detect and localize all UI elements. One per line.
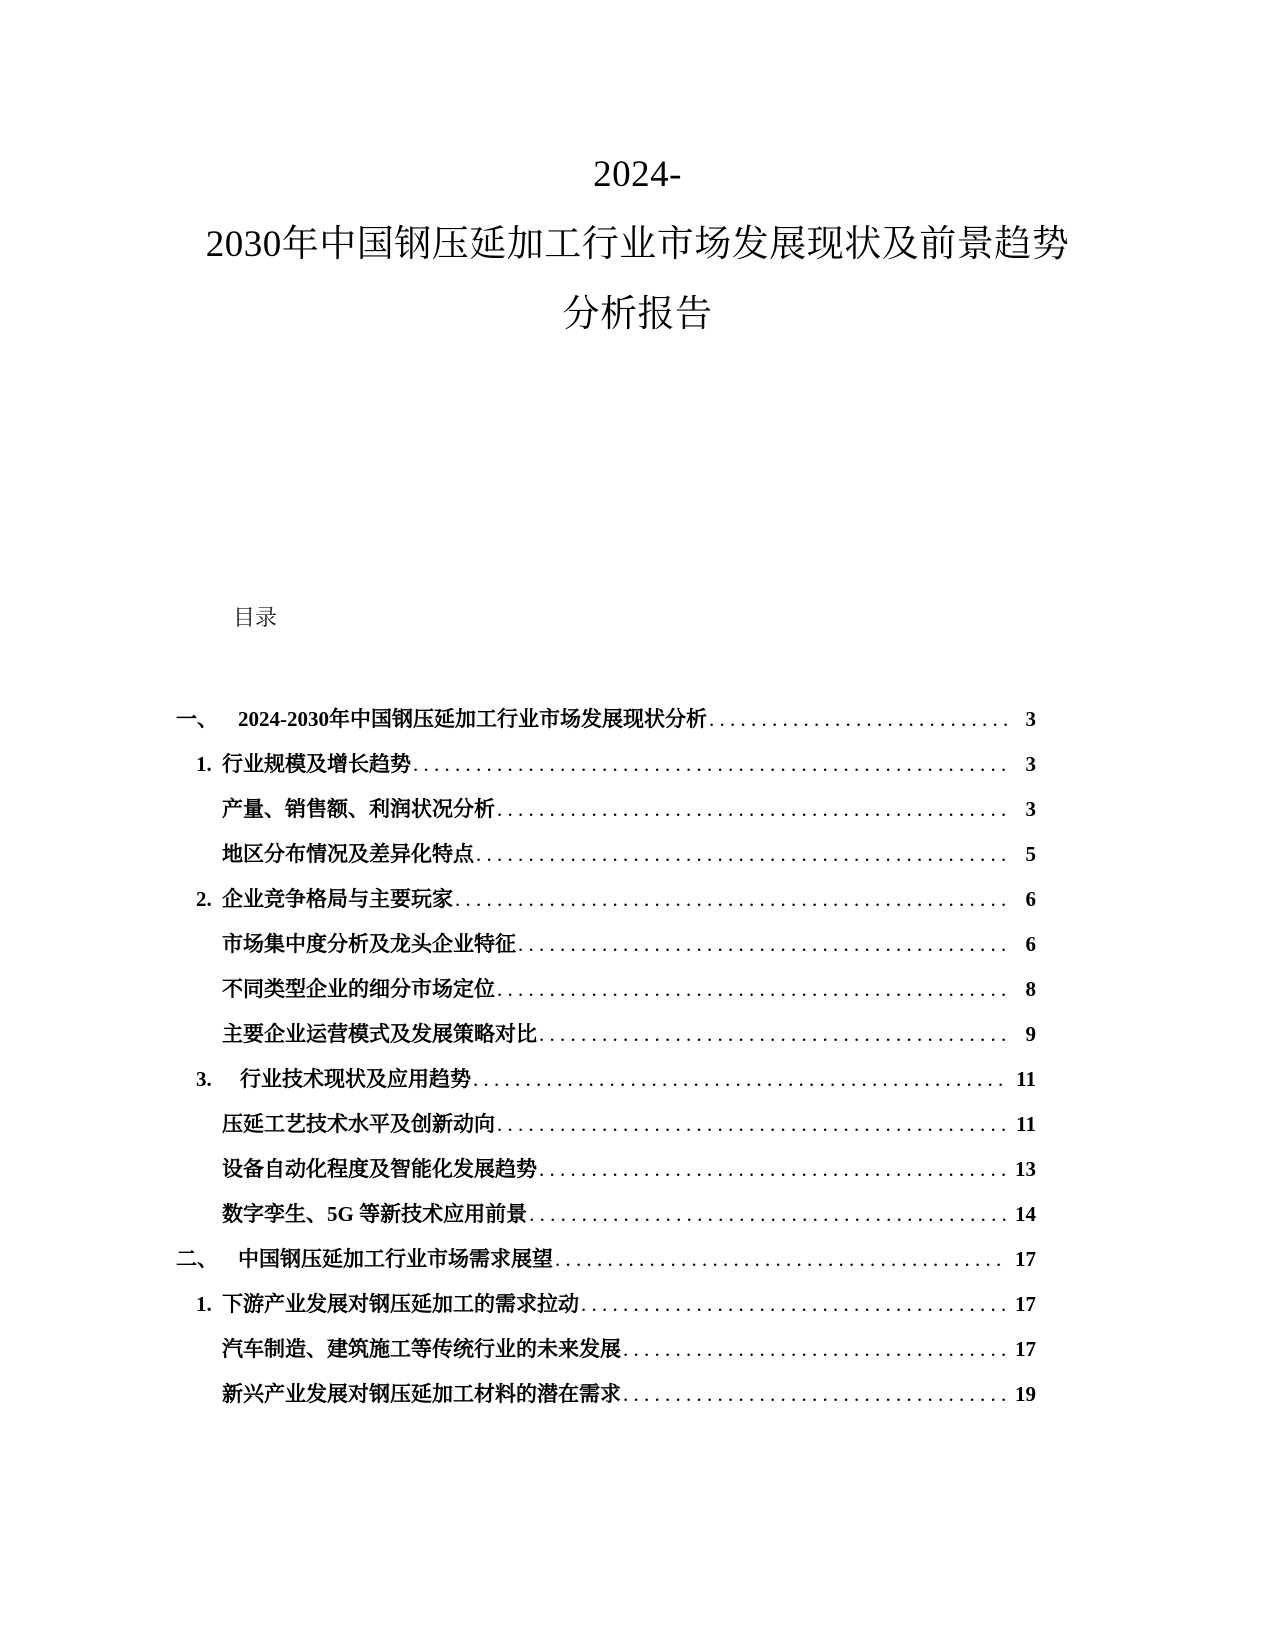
toc-entry[interactable]	[176, 697, 1036, 742]
toc-entry-number: 二、	[176, 1247, 218, 1271]
toc-entry-label: 地区分布情况及差异化特点	[222, 842, 474, 866]
toc-entry[interactable]	[176, 922, 1036, 967]
toc-entry-label: 设备自动化程度及智能化发展趋势	[222, 1157, 537, 1181]
toc-entry[interactable]	[176, 1282, 1036, 1327]
toc-leader-dots	[518, 934, 1008, 955]
toc-entry-label: 中国钢压延加工行业市场需求展望	[238, 1247, 553, 1271]
toc-entry-number: 2.	[196, 887, 212, 911]
toc-leader-dots	[497, 1114, 1008, 1135]
toc-entry-label: 企业竞争格局与主要玩家	[222, 887, 453, 911]
title-line-3: 分析报告	[562, 294, 713, 335]
title-line-2: 2030年中国钢压延加工行业市场发展现状及前景趋势	[205, 224, 1070, 265]
toc-entry[interactable]	[176, 1372, 1036, 1417]
document-title	[150, 140, 1125, 350]
toc-entry-page: 5	[1025, 842, 1036, 866]
toc-entry[interactable]	[176, 742, 1036, 787]
toc-entry[interactable]	[176, 1012, 1036, 1057]
toc-entry[interactable]	[176, 877, 1036, 922]
toc-leader-dots	[529, 1204, 1008, 1225]
toc-entry[interactable]	[176, 1057, 1036, 1102]
toc-leader-dots	[623, 1384, 1008, 1405]
toc-leader-dots	[623, 1339, 1008, 1360]
toc-entry-number: 一、	[176, 707, 218, 731]
toc-entry-number: 1.	[196, 752, 212, 776]
toc-entry-page: 11	[1016, 1067, 1036, 1091]
toc-entry-number: 3.	[196, 1067, 212, 1091]
toc-leader-dots	[555, 1249, 1008, 1270]
toc-heading: 目录	[233, 605, 278, 630]
toc-entry-label: 压延工艺技术水平及创新动向	[222, 1112, 495, 1136]
toc-entry[interactable]	[176, 1147, 1036, 1192]
toc-entry-label: 2024-2030年中国钢压延加工行业市场发展现状分析	[238, 707, 707, 731]
toc-entry-page: 6	[1025, 887, 1036, 911]
toc-entry-page: 13	[1015, 1157, 1036, 1181]
toc-entry[interactable]	[176, 967, 1036, 1012]
toc-entry-page: 14	[1015, 1202, 1036, 1226]
toc-entry-page: 17	[1015, 1247, 1036, 1271]
toc-entry-page: 3	[1025, 707, 1036, 731]
toc-leader-dots	[581, 1294, 1008, 1315]
toc-entry-label: 不同类型企业的细分市场定位	[222, 977, 495, 1001]
toc-entry-page: 19	[1015, 1382, 1036, 1406]
toc-leader-dots	[497, 979, 1008, 1000]
toc-entry[interactable]	[176, 1102, 1036, 1147]
toc-entry-label: 产量、销售额、利润状况分析	[222, 797, 495, 821]
toc-entry-page: 9	[1025, 1022, 1036, 1046]
toc-entry[interactable]	[176, 1237, 1036, 1282]
toc-entry-label: 行业规模及增长趋势	[222, 752, 411, 776]
toc-entry-label: 新兴产业发展对钢压延加工材料的潜在需求	[222, 1382, 621, 1406]
toc-entry-number: 1.	[196, 1292, 212, 1316]
toc-entry-page: 17	[1015, 1292, 1036, 1316]
toc-leader-dots	[455, 889, 1008, 910]
toc-entry-page: 3	[1025, 797, 1036, 821]
toc-leader-dots	[497, 799, 1008, 820]
toc-entry-label: 行业技术现状及应用趋势	[240, 1067, 471, 1091]
table-of-contents	[176, 697, 1036, 1417]
toc-entry-label: 市场集中度分析及龙头企业特征	[222, 932, 516, 956]
toc-entry-page: 6	[1025, 932, 1036, 956]
toc-entry[interactable]	[176, 1327, 1036, 1372]
toc-leader-dots	[413, 754, 1008, 775]
toc-leader-dots	[473, 1069, 1008, 1090]
toc-entry[interactable]	[176, 787, 1036, 832]
toc-entry-label: 数字孪生、5G 等新技术应用前景	[222, 1202, 528, 1226]
toc-entry-page: 11	[1016, 1112, 1036, 1136]
toc-leader-dots	[709, 709, 1008, 730]
toc-entry-page: 3	[1025, 752, 1036, 776]
toc-leader-dots	[539, 1159, 1008, 1180]
title-line-1: 2024-	[593, 154, 682, 195]
toc-entry-label: 下游产业发展对钢压延加工的需求拉动	[222, 1292, 579, 1316]
toc-entry-page: 17	[1015, 1337, 1036, 1361]
toc-leader-dots	[476, 844, 1008, 865]
toc-entry-page: 8	[1025, 977, 1036, 1001]
toc-entry-label: 主要企业运营模式及发展策略对比	[222, 1022, 537, 1046]
toc-leader-dots	[539, 1024, 1008, 1045]
toc-entry[interactable]	[176, 1192, 1036, 1237]
toc-entry-label: 汽车制造、建筑施工等传统行业的未来发展	[222, 1337, 621, 1361]
toc-entry[interactable]	[176, 832, 1036, 877]
